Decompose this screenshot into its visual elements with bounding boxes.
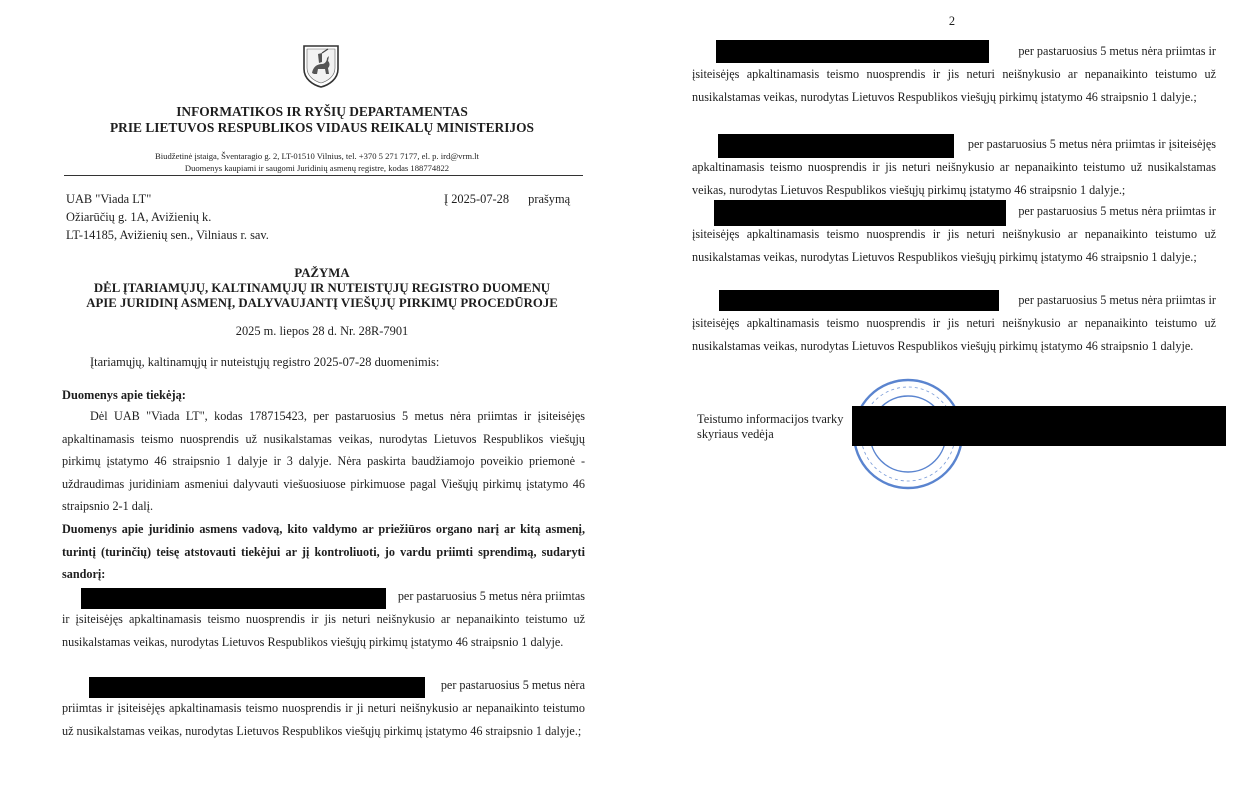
- supplier-heading: Duomenys apie tiekėją:: [62, 388, 186, 402]
- document-title-line1: PAŽYMA: [294, 266, 350, 280]
- person1-text: ir įsiteisėjęs apkaltinamasis teismo nuosprendis ir jis neturi neišnykusio ar nepanaikinto teistumo už nusikalstamas veikas, nurodytas Lietuvos Respublikos viešųjų pirkimų įstatymo 46 straipsnio 1 dalyje.: [62, 612, 585, 649]
- recipient-street: Ožiarūčių g. 1A, Avižienių k.: [66, 210, 212, 224]
- block3-text: įsiteisėjęs apkaltinamasis teismo nuosprendis ir jis neturi neišnykusio ar nepanaikinto teistumo už nusikalstamas veikas, nurodytas Lietuvos Respublikos viešųjų pirkimų įstatymo 46 straipsnio 1 dalyje.;: [692, 227, 1216, 264]
- block1-text: įsiteisėjęs apkaltinamasis teismo nuosprendis ir jis neturi neišnykusio ar nepanaikinto teistumo už nusikalstamas veikas, nurodytas Lietuvos Respublikos viešųjų pirkimų įstatymo 46 straipsnio 1 dalyje.;: [692, 67, 1216, 104]
- issuer-registry: Duomenys kaupiami ir saugomi Juridinių asmenų registre, kodas 188774822: [184, 163, 450, 173]
- signer-title-line2: skyriaus vedėja: [697, 427, 774, 441]
- block4-text: įsiteisėjęs apkaltinamasis teismo nuosprendis ir jis neturi neišnykusio ar nepanaikinto teistumo už nusikalstamas veikas, nurodytas Lietuvos Respublikos viešųjų pirkimų įstatymo 46 straipsnio 1 dalyje.: [692, 316, 1216, 353]
- document-title: [0, 266, 644, 311]
- issuer-name-line2: PRIE LIETUVOS RESPUBLIKOS VIDAUS REIKALŲ MINISTERIJOS: [109, 120, 534, 135]
- vytis-coat-of-arms-icon: [301, 43, 341, 89]
- issuer-contacts: [0, 150, 634, 174]
- recipient-name: UAB "Viada LT": [66, 192, 152, 206]
- block3-tail: per pastaruosius 5 metus nėra priimtas ir: [1018, 204, 1216, 218]
- recipient-city: LT-14185, Avižienių sen., Vilniaus r. sav.: [66, 228, 269, 242]
- document-date-number: 2025 m. liepos 28 d. Nr. 28R-7901: [235, 324, 409, 338]
- block4-tail: per pastaruosius 5 metus nėra priimtas ir: [1018, 293, 1216, 307]
- redacted-name-6: [719, 290, 999, 311]
- person2-tail: per pastaruosius 5 metus nėra: [440, 678, 585, 692]
- redacted-name-1: [81, 588, 386, 609]
- signer-title: [697, 412, 843, 442]
- issuer-name-line1: INFORMATIKOS IR RYŠIŲ DEPARTAMENTAS: [176, 104, 468, 119]
- redacted-name-2: [89, 677, 425, 698]
- block2-text: apkaltinamasis teismo nuosprendis ir jis neturi neišnykusio ar nepanaikinto teistumo už nusikalstamas veikas, nurodytas Lietuvos Respublikos viešųjų pirkimų įstatymo 46 straipsnio 1 dalyje.;: [692, 160, 1216, 197]
- document-title-line3: APIE JURIDINĮ ASMENĮ, DALYVAUJANTĮ VIEŠŲJŲ PIRKIMŲ PROCEDŪROJE: [86, 296, 558, 310]
- manager-heading: Duomenys apie juridinio asmens vadovą, kito valdymo ar priežiūros organo narį ar kitą asmenį, turintį (turinčių) teisę atstovauti tiekėjui ar jį kontroliuoti, jo vardu priimti sprendimą, sudaryti sandorį:: [62, 522, 585, 582]
- intro-text: Įtariamųjų, kaltinamųjų ir nuteistųjų registro 2025-07-28 duomenimis:: [90, 355, 440, 369]
- redacted-name-3: [716, 40, 989, 63]
- request-date: Į 2025-07-28: [444, 192, 510, 206]
- request-word: prašymą: [528, 192, 571, 206]
- issuer-address: Biudžetinė įstaiga, Šventaragio g. 2, LT-01510 Vilnius, tel. +370 5 271 7177, el. p. ird@vrm.lt: [155, 151, 479, 161]
- recipient-block: [66, 190, 269, 244]
- person1-tail: per pastaruosius 5 metus nėra priimtas: [397, 589, 585, 603]
- block2-tail: per pastaruosius 5 metus nėra priimtas ir įsiteisėjęs: [967, 137, 1216, 151]
- issuer-name: [0, 104, 644, 136]
- document-title-line2: DĖL ĮTARIAMŲJŲ, KALTINAMŲJŲ IR NUTEISTŲJŲ REGISTRO DUOMENŲ: [93, 281, 551, 295]
- header-divider: [64, 175, 583, 176]
- redacted-name-4: [718, 134, 954, 158]
- redacted-signature: [852, 406, 1226, 446]
- page-number: 2: [948, 14, 956, 28]
- person2-text: priimtas ir įsiteisėjęs apkaltinamasis teismo nuosprendis ir ji neturi neišnykusio ar nepanaikinto teistumo už nusikalstamas veikas, nurodytas Lietuvos Respublikos viešųjų pirkimų įstatymo 46 straipsnio 1 dalyje.;: [62, 701, 585, 738]
- supplier-text: Dėl UAB "Viada LT", kodas 178715423, per pastaruosius 5 metus nėra priimtas ir įsiteisėjęs apkaltinamasis teismo nuosprendis už nusikalstamas veikas, nurodytas Lietuvos Respublikos viešųjų pirkimų įstatymo 46 straipsnio 1 dalyje ir 3 dalyje. Nėra paskirta baudžiamojo poveikio priemonė - uždraudimas juridiniam asmeniui dalyvauti viešuosiuose pirkimuose pagal Viešųjų pirkimų įstatymo 46 straipsnio 2-1 dalį.: [62, 409, 585, 514]
- signer-title-line1: Teistumo informacijos tvarky: [697, 412, 844, 426]
- document-page-2: [622, 0, 1244, 806]
- request-reference: [444, 190, 570, 208]
- block1-tail: per pastaruosius 5 metus nėra priimtas ir: [1018, 44, 1216, 58]
